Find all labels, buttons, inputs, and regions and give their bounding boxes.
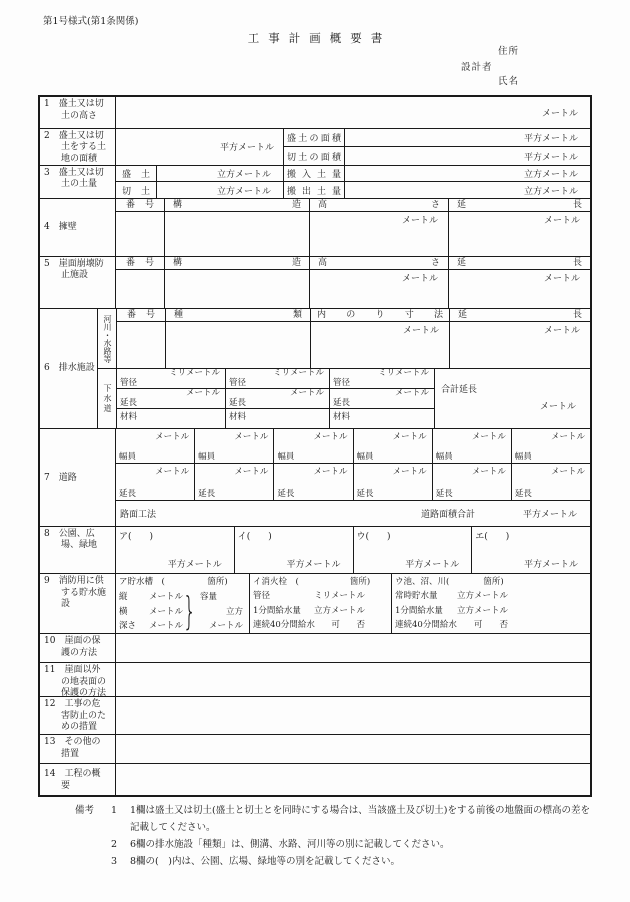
road-length-row: [116, 464, 590, 501]
fire-hydrant-section[interactable]: イ消火栓 ( 箇所) 管径 ミリメートル 1分間給水量 立方メートル 連続40分間給水 可 否: [250, 574, 392, 633]
remark-2: [75, 836, 594, 853]
row-7: [40, 429, 590, 527]
road-length-input[interactable]: メートル 延長: [433, 464, 512, 500]
unit-mm: ミリメートル: [169, 368, 220, 379]
row-6: [40, 309, 590, 429]
material-input[interactable]: 材料: [120, 412, 138, 423]
carry-out-label-cell: 搬出土量: [287, 186, 341, 197]
length-input[interactable]: メートル 延長: [117, 389, 225, 409]
inner-dim-input[interactable]: [311, 322, 450, 368]
col-length-header: 延長: [458, 310, 582, 321]
row-14-label: 14 工程の概要: [40, 764, 116, 795]
row-1-input-area[interactable]: [116, 97, 590, 128]
main-table: [38, 95, 592, 797]
water-tank-dimensions: 縦 メートル 横 メートル 深さ メートル } 容量 立方 メートル: [119, 589, 243, 634]
row-8-label: 8 公園、広場、緑地: [40, 527, 116, 574]
park-cell-label: イ( ): [237, 531, 272, 542]
structure-input[interactable]: [165, 212, 310, 256]
col-number-header: 番号: [117, 309, 166, 321]
retaining-wall-body: [116, 212, 590, 256]
remark-1: [75, 802, 594, 836]
pavement-method-label: 路面工法: [120, 509, 157, 520]
park-cell-label: エ( ): [475, 531, 510, 542]
remarks: [75, 802, 594, 870]
material-input[interactable]: 材料: [229, 412, 247, 423]
unit-sqm: 平方メートル: [167, 560, 222, 571]
pipe-diameter-input[interactable]: ミリメートル 管径: [117, 369, 225, 389]
remark-number: 1: [111, 805, 118, 816]
row-3: [40, 166, 590, 199]
remark-number: 2: [111, 839, 118, 850]
row-11-label: 11 崖面以外の地表面の保護の方法: [40, 663, 116, 696]
length-input[interactable]: [449, 212, 590, 256]
address-label: 住所: [498, 46, 520, 57]
row-5-label: 5 崖面崩壊防止施設: [40, 257, 116, 309]
row-14: [40, 764, 590, 795]
name-label: 氏名: [498, 76, 520, 87]
total-length-label: 合計延長: [441, 385, 478, 396]
row-9-label: 9 消防用に供する貯水施設: [40, 574, 116, 633]
row-6-label: 6 排水施設: [40, 309, 98, 428]
unit-cbm: 立方メートル: [216, 170, 271, 181]
unit-meter: メートル: [543, 326, 580, 337]
col-structure-header: 構造: [165, 199, 310, 211]
water-tank-title: ア貯水槽 ( 箇所): [119, 577, 228, 588]
col-inner-dim-header: 内のり寸法: [311, 309, 450, 321]
unit-meter: メートル: [289, 388, 324, 399]
cliff-protection-table: [116, 257, 590, 309]
row-13-label: 13 その他の措置: [40, 735, 116, 763]
structure-input[interactable]: [165, 270, 310, 309]
sewer-group-2: [226, 369, 330, 428]
row-13: [40, 735, 590, 764]
length-input[interactable]: [449, 270, 590, 309]
row-4-label: 4 擁壁: [40, 199, 116, 256]
road-length-input[interactable]: メートル 延長: [354, 464, 433, 500]
form-number: 第1号様式(第1条関係): [43, 16, 139, 27]
row-12-label: 12 工事の危害防止のための措置: [40, 697, 116, 734]
unit-meter: メートル: [541, 108, 578, 119]
fill-label-cell: 盛土: [116, 166, 156, 182]
park-input-b[interactable]: [235, 527, 354, 574]
col-length-header: 延長: [457, 257, 582, 268]
row-2: [40, 129, 590, 166]
unit-sqm: 平方メートル: [219, 143, 274, 154]
unit-sqm: 平方メートル: [405, 560, 460, 571]
fill-area-input[interactable]: [345, 129, 590, 148]
unit-meter: メートル: [401, 215, 438, 226]
row-8: [40, 527, 590, 575]
cliff-protection-body: [116, 270, 590, 309]
capacity-label: 容量: [200, 592, 218, 603]
unit-meter: メートル: [543, 215, 580, 226]
kind-input[interactable]: [166, 322, 311, 368]
col-structure-header: 構造: [165, 257, 310, 269]
unit-sqm: 平方メートル: [523, 560, 578, 571]
remark-number: 3: [111, 856, 118, 867]
road-pavement-row[interactable]: [116, 501, 590, 526]
park-input-c[interactable]: [354, 527, 473, 574]
road-width-input[interactable]: メートル 幅員: [514, 431, 586, 462]
col-number-header: 番号: [116, 199, 165, 211]
row-10-label: 10 崖面の保護の方法: [40, 634, 116, 662]
remark-3: [75, 853, 594, 870]
row-14-input-area[interactable]: [116, 764, 590, 795]
row-10-input-area[interactable]: [116, 634, 590, 662]
unit-cbm: 立方メートル: [523, 186, 578, 197]
cut-label-cell: 切土: [122, 186, 150, 197]
park-input-a[interactable]: [116, 527, 235, 574]
unit-meter: メートル: [402, 326, 439, 337]
length-input[interactable]: メートル 延長: [330, 389, 434, 409]
row-1-label: 1 盛土又は切土の高さ: [40, 97, 116, 128]
total-length-input[interactable]: [435, 369, 590, 428]
row-13-input-area[interactable]: [116, 735, 590, 763]
sewer-group-3: [330, 369, 435, 428]
number-input[interactable]: [116, 212, 165, 256]
row-2-total-area-input[interactable]: [116, 129, 284, 165]
col-height-header: 高さ: [310, 199, 449, 211]
road-length-input[interactable]: メートル 延長: [195, 464, 274, 500]
pond-title: ウ池、沼、川( 箇所): [395, 577, 504, 588]
material-input[interactable]: 材料: [333, 412, 351, 423]
unit-sqm: 平方メートル: [523, 152, 578, 163]
row-5: [40, 257, 590, 310]
col-height-header: 高さ: [310, 257, 449, 269]
unit-meter: メートル: [539, 402, 576, 413]
river-header: [117, 309, 590, 322]
road-length-input[interactable]: メートル 延長: [274, 464, 353, 500]
fire-water-content: [116, 574, 590, 633]
unit-sqm: 平方メートル: [286, 560, 341, 571]
river-section: [98, 309, 590, 369]
fill-volume-input[interactable]: [157, 166, 283, 182]
road-width-row: [116, 429, 590, 464]
number-input[interactable]: [116, 270, 165, 309]
row-3-label: 3 盛土又は切土の土量: [40, 166, 116, 198]
unit-meter: メートル: [401, 273, 438, 284]
height-input[interactable]: [310, 212, 449, 256]
pond-section[interactable]: ウ池、沼、川( 箇所) 常時貯水量 立方メートル 1分間給水量 立方メートル 連続40分間給水 可 否: [392, 574, 590, 633]
river-table: [117, 309, 590, 368]
road-content: [116, 429, 590, 526]
row-10: [40, 634, 590, 663]
row-3-carry-values: [345, 166, 590, 198]
row-2-values: [345, 129, 590, 165]
park-input-d[interactable]: [472, 527, 590, 574]
carry-in-input[interactable]: [345, 166, 590, 182]
row-3-volume-inputs: [157, 166, 284, 198]
sewer-section: [98, 369, 590, 428]
cut-area-label-cell: 切土の面積: [287, 152, 341, 163]
row-12: [40, 697, 590, 735]
road-area-total-label: 道路面積合計: [420, 509, 475, 520]
height-input[interactable]: [310, 270, 449, 309]
road-width-input[interactable]: メートル 幅員: [195, 429, 274, 463]
carry-out-input[interactable]: [345, 182, 590, 197]
carry-in-label-cell: 搬入土量: [284, 166, 344, 182]
unit-mm: ミリメートル: [378, 368, 429, 379]
row-11: [40, 663, 590, 697]
row-3-sublabels: [116, 166, 157, 198]
road-length-input[interactable]: メートル 延長: [116, 464, 195, 500]
row-7-label: 7 道路: [40, 429, 116, 526]
unit-mm: ミリメートル: [273, 368, 324, 379]
remark-text: 6欄の排水施設「種類」は、側溝、水路、河川等の別に記載してください。: [130, 839, 450, 850]
col-kind-header: 種類: [166, 309, 311, 321]
river-body: [117, 322, 590, 368]
sewer-sublabel: 下水道: [98, 369, 117, 428]
row-2-label: 2 盛土又は切土をする土地の面積: [40, 129, 116, 165]
road-width-input[interactable]: メートル 幅員: [354, 429, 433, 463]
row-11-input-area[interactable]: [116, 663, 590, 696]
road-length-input[interactable]: メートル 延長: [514, 466, 586, 499]
brace-icon: }: [182, 589, 197, 634]
length-input[interactable]: メートル 延長: [226, 389, 329, 409]
sewer-group-1: [117, 369, 226, 428]
remark-text: 1欄は盛土又は切土(盛土と切土とを同時にする場合は、当該盛土及び切土)をする前後の地盤面の標高の差を記載してください。: [130, 805, 590, 833]
unit-meter: メートル: [543, 273, 580, 284]
cliff-protection-header: [116, 257, 590, 270]
park-cell-label: ア( ): [119, 531, 154, 542]
number-input[interactable]: [117, 322, 166, 368]
unit-meter: メートル: [394, 388, 429, 399]
unit-cbm: 立方メートル: [523, 170, 578, 181]
col-length-header: 延長: [457, 199, 582, 210]
sewer-table: [117, 369, 590, 428]
fill-area-label-cell: 盛土の面積: [284, 129, 344, 148]
remarks-title: 備考: [75, 805, 95, 816]
river-sublabel: 河川・水路等: [98, 309, 117, 368]
park-cell-label: ウ( ): [356, 531, 391, 542]
pipe-diameter-input[interactable]: ミリメートル 管径: [226, 369, 329, 389]
row-1: [40, 97, 590, 129]
unit-cbm: 立方メートル: [216, 186, 271, 197]
fire-hydrant-title: イ消火栓 ( 箇所): [253, 577, 371, 588]
unit-sqm: 平方メートル: [522, 509, 577, 520]
cut-volume-input[interactable]: [157, 182, 283, 197]
park-content: [116, 527, 590, 574]
road-width-input[interactable]: メートル 幅員: [116, 429, 195, 463]
retaining-wall-header: [116, 199, 590, 212]
road-width-input[interactable]: メートル 幅員: [274, 429, 353, 463]
designer-label: 設計者: [461, 62, 493, 73]
row-4: [40, 199, 590, 257]
cut-area-input[interactable]: [345, 147, 590, 165]
row-12-input-area[interactable]: [116, 697, 590, 734]
row-3-carry-labels: [284, 166, 345, 198]
drainage-content: [98, 309, 590, 428]
remark-text: 8欄の( )内は、公園、広場、緑地等の別を記載してください。: [130, 856, 400, 867]
road-width-input[interactable]: メートル 幅員: [433, 429, 512, 463]
water-tank-section[interactable]: [116, 574, 250, 633]
row-9: [40, 574, 590, 634]
length-input[interactable]: [450, 322, 590, 368]
unit-meter: メートル: [185, 388, 220, 399]
col-number-header: 番号: [116, 257, 165, 269]
document-title: 工事計画概要書: [247, 31, 392, 45]
retaining-wall-table: [116, 199, 590, 256]
unit-sqm: 平方メートル: [523, 134, 578, 145]
pipe-diameter-input[interactable]: ミリメートル 管径: [330, 369, 434, 389]
row-2-sublabels: [284, 129, 345, 165]
